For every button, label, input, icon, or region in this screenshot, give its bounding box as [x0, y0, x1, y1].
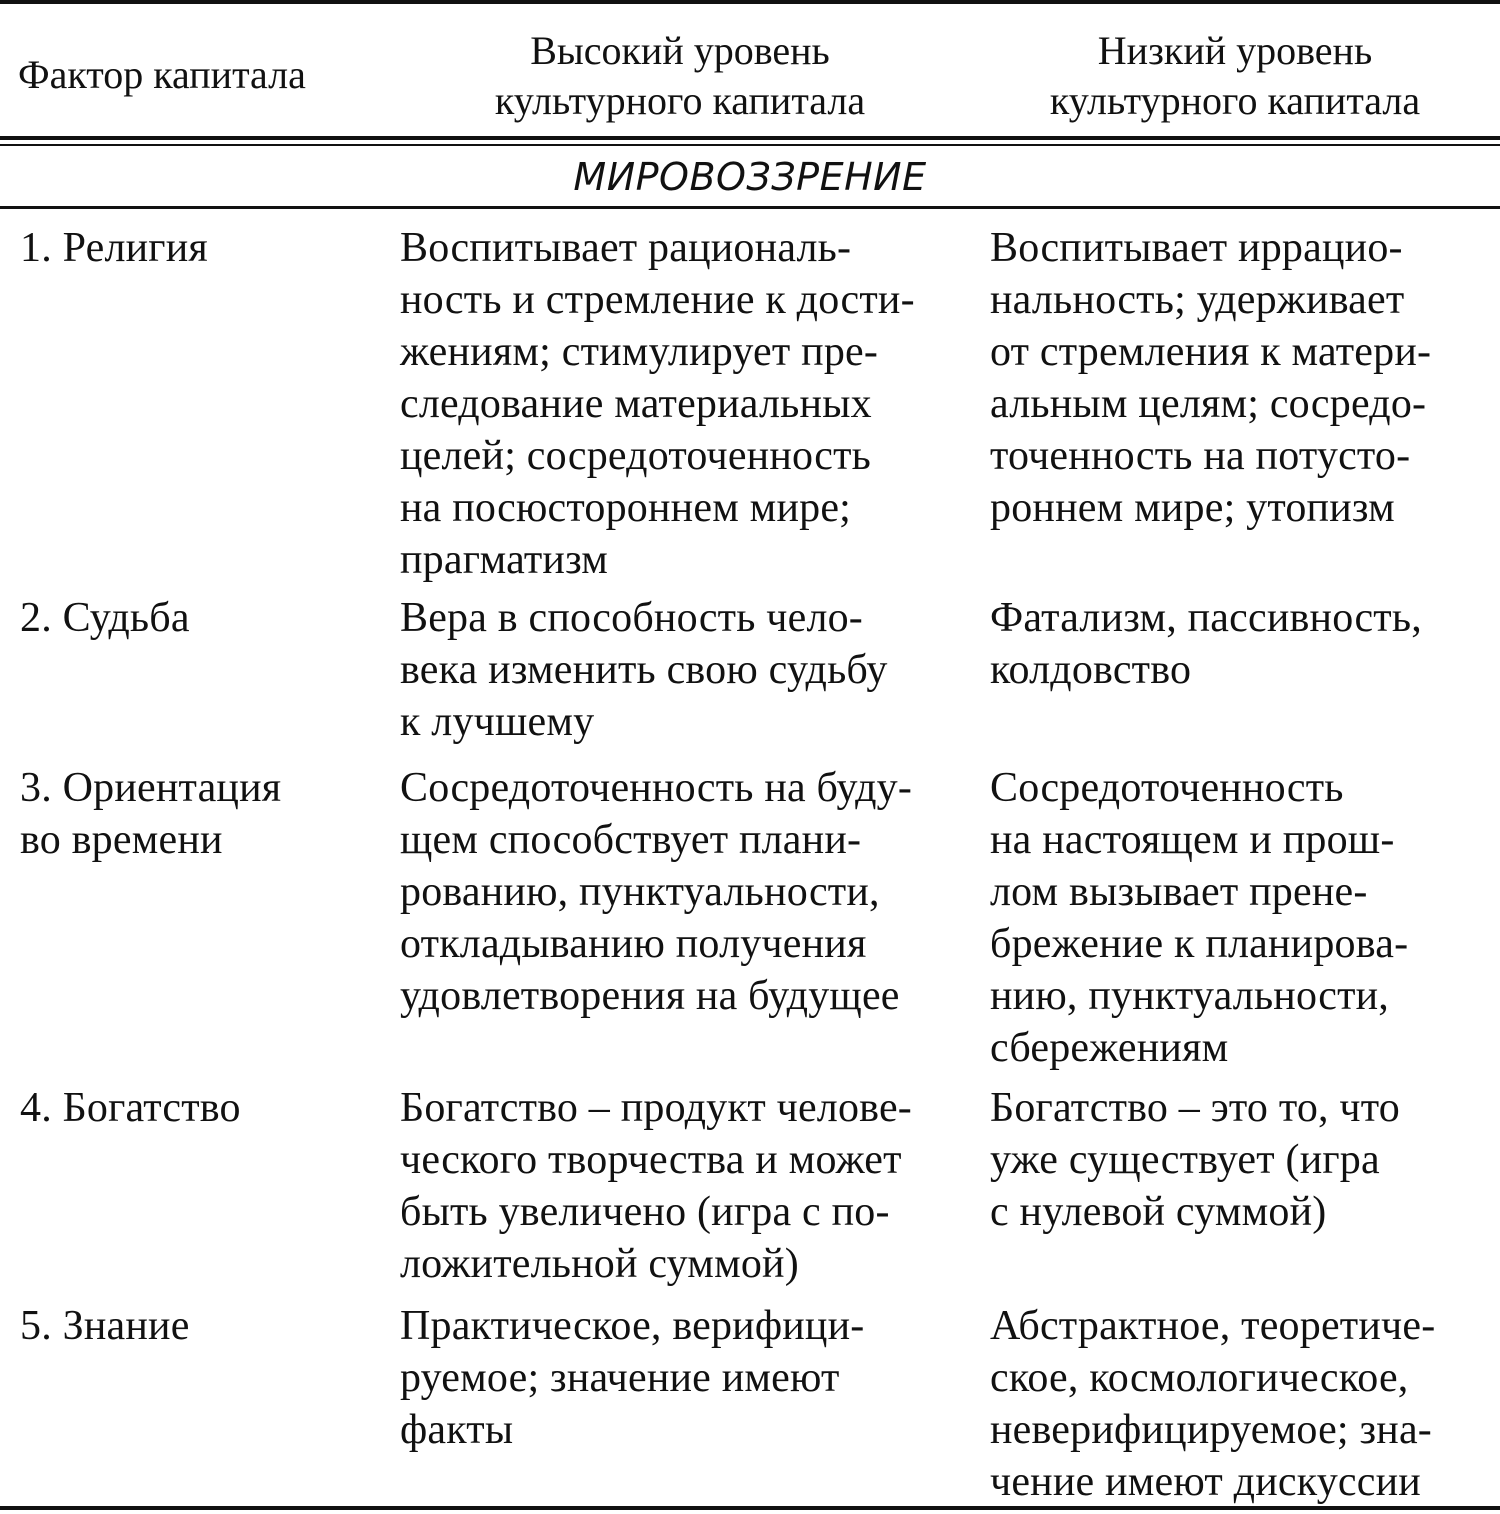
row-2-low: Фатализм, пассивность, колдовство: [990, 595, 1422, 693]
row-4-low: Богатство – это то, что уже существует (игра с нулевой суммой): [990, 1085, 1400, 1235]
row-5-factor: 5. Знание: [20, 1303, 190, 1349]
header-low-level: Низкий уровень культурного капитала: [1049, 28, 1421, 123]
section-title: МИРОВОЗЗРЕНИЕ: [573, 155, 927, 199]
header-high-level: Высокий уровень культурного капитала: [494, 28, 866, 123]
row-2-factor: 2. Судьба: [20, 595, 190, 641]
row-1-factor: 1. Религия: [20, 225, 208, 271]
header-factor: Фактор капитала: [18, 52, 306, 97]
row-2-high: Вера в способность чело- века изменить свою судьбу к лучшему: [400, 595, 888, 745]
row-4-factor: 4. Богатство: [20, 1085, 241, 1131]
header-rule-top: [0, 136, 1500, 140]
row-5-high: Практическое, верифици- руемое; значение имеют факты: [400, 1303, 865, 1453]
table-top-rule: [0, 0, 1500, 4]
row-3-high: Сосредоточенность на буду- щем способствует плани- рованию, пунктуальности, откладыванию получения удовлетворения на будущее: [400, 765, 913, 1019]
section-rule: [0, 206, 1500, 209]
row-3-factor: 3. Ориентация во времени: [20, 765, 282, 863]
header-rule-bottom: [0, 144, 1500, 146]
row-4-high: Богатство – продукт челове- ческого творчества и может быть увеличено (игра с по- ложительной суммой): [400, 1085, 912, 1287]
row-3-low: Сосредоточенность на настоящем и прош- лом вызывает прене- брежение к планирова- нию, пунктуальности, сбережениям: [990, 765, 1409, 1071]
row-1-high: Воспитывает рациональ- ность и стремление к дости- жениям; стимулирует пре- следование материальных целей; сосредоточенность на посюстороннем мире; прагматизм: [400, 225, 915, 583]
row-1-low: Воспитывает иррацио- нальность; удерживает от стремления к матери- альным целям; сосредо- точенность на потусто- роннем мире; утопизм: [990, 225, 1432, 531]
row-5-low: Абстрактное, теоретиче- ское, космологическое, неверифицируемое; зна- чение имеют дискуссии: [990, 1303, 1436, 1505]
table-bottom-rule: [0, 1506, 1500, 1510]
